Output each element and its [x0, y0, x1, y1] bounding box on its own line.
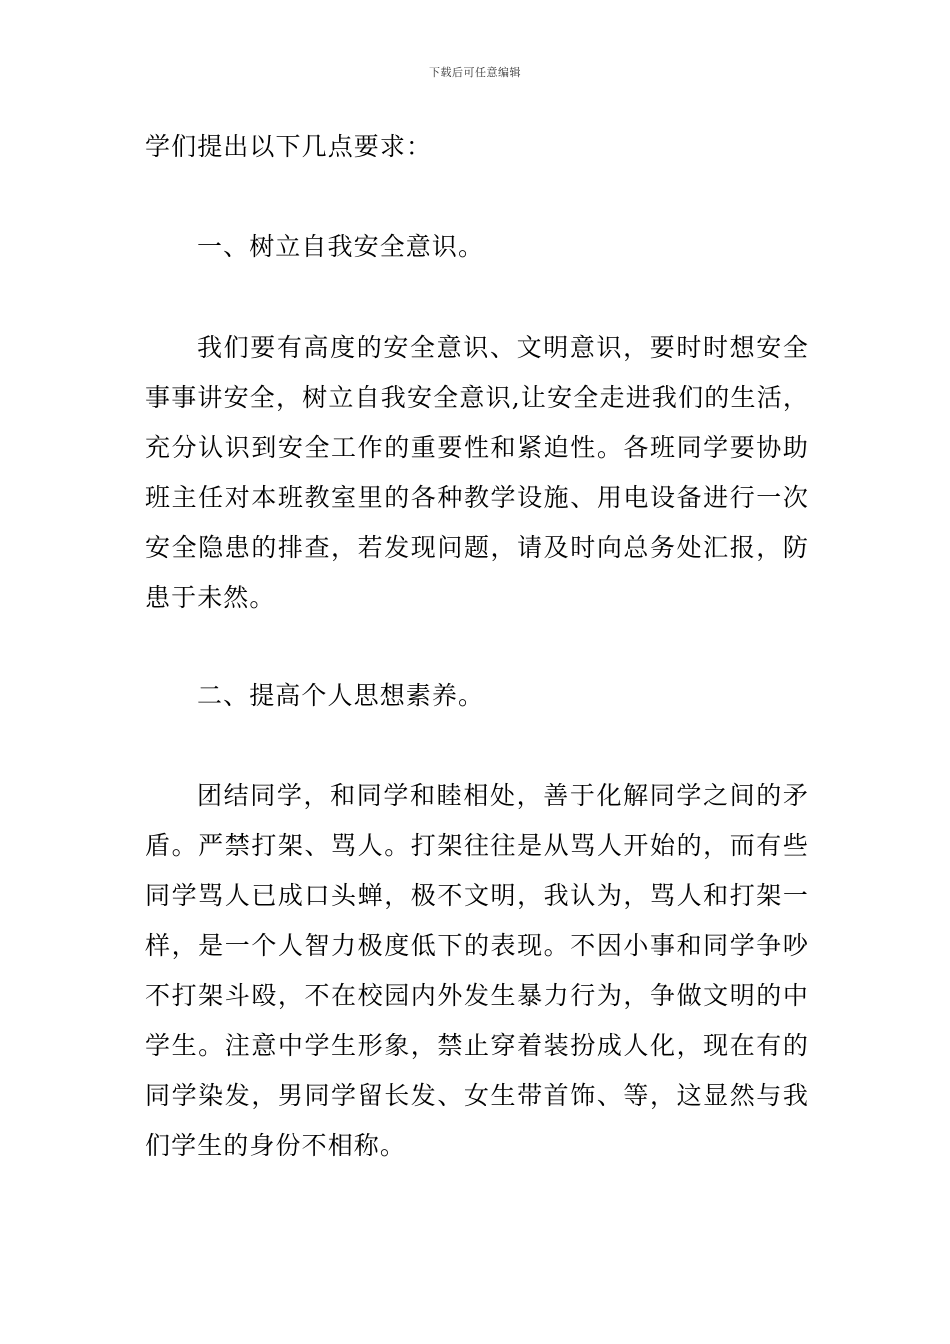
paragraph-intro: 学们提出以下几点要求：: [145, 132, 433, 161]
section-heading-2: 二、提高个人思想素养。: [197, 681, 485, 710]
paragraph-section-1: 我们要有高度的安全意识、文明意识，要时时想安全事事讲安全，树立自我安全意识,让安全走进我们的生活，充分认识到安全工作的重要性和紧迫性。各班同学要协助班主任对本班教室里的各种教学设施、用电设备进行一次安全隐患的排查，若发现问题，请及时向总务处汇报，防患于未然。: [145, 333, 809, 612]
section-heading-1: 一、树立自我安全意识。: [197, 232, 485, 261]
paragraph-section-2: 团结同学，和同学和睦相处，善于化解同学之间的矛盾。严禁打架、骂人。打架往往是从骂人开始的，而有些同学骂人已成口头蝉，极不文明，我认为，骂人和打架一样，是一个人智力极度低下的表现。不因小事和同学争吵不打架斗殴，不在校园内外发生暴力行为，争做文明的中学生。注意中学生形象，禁止穿着装扮成人化，现在有的同学染发，男同学留长发、女生带首饰、等，这显然与我们学生的身份不相称。: [145, 781, 809, 1160]
page-header: 下载后可任意编辑: [429, 66, 521, 79]
